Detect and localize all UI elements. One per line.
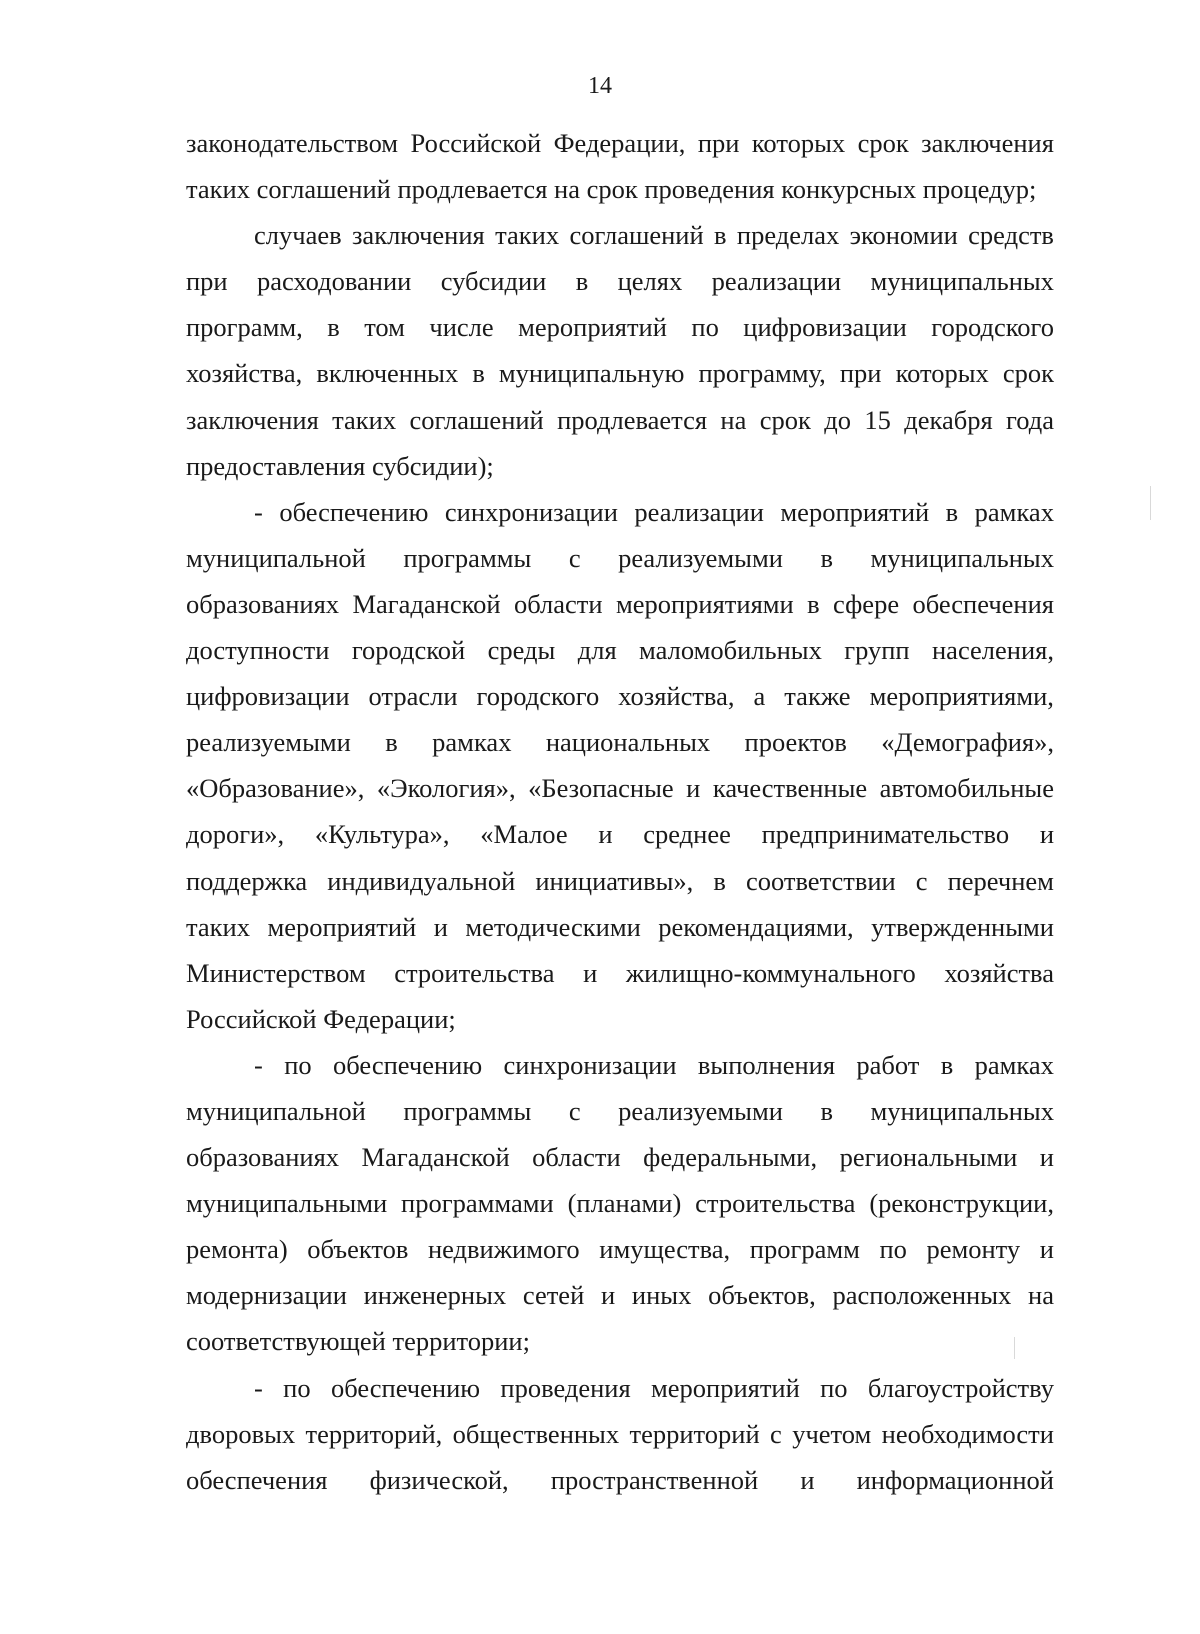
text-line: дороги», «Культура», «Малое и среднее предпринимательство и	[186, 819, 1054, 850]
text-line: таких мероприятий и методическими рекомендациями, утвержденными	[186, 911, 1054, 942]
text-line: предоставления субсидии);	[186, 450, 494, 481]
text-line: законодательством Российской Федерации, при которых срок заключения	[186, 128, 1054, 158]
text-line: ремонта) объектов недвижимого имущества, программ по ремонту и	[186, 1234, 1054, 1265]
text-line: дворовых территорий, общественных территорий с учетом необходимости	[186, 1418, 1054, 1449]
text-line: поддержка индивидуальной инициативы», в соответствии с перечнем	[186, 865, 1054, 896]
text-line: Министерством строительства и жилищно-коммунального хозяйства	[186, 957, 1054, 988]
text-line: заключения таких соглашений продлевается на срок до 15 декабря года	[186, 404, 1054, 435]
text-line: хозяйства, включенных в муниципальную программу, при которых срок	[186, 358, 1054, 389]
scan-mark	[1150, 486, 1151, 520]
text-line: - по обеспечению синхронизации выполнения работ в рамках	[254, 1049, 1054, 1080]
text-line: таких соглашений продлевается на срок проведения конкурсных процедур;	[186, 174, 1037, 205]
text-line: случаев заключения таких соглашений в пределах экономии средств	[254, 220, 1054, 251]
text-line: «Образование», «Экология», «Безопасные и качественные автомобильные	[186, 773, 1054, 804]
text-line: муниципальной программы с реализуемыми в муниципальных	[186, 1095, 1054, 1126]
text-line: соответствующей территории;	[186, 1326, 530, 1357]
text-line: образованиях Магаданской области мероприятиями в сфере обеспечения	[186, 588, 1054, 619]
text-line: цифровизации отрасли городского хозяйства, а также мероприятиями,	[186, 681, 1054, 712]
document-body	[186, 120, 1054, 1503]
text-line: модернизации инженерных сетей и иных объектов, расположенных на	[186, 1280, 1054, 1311]
text-line: муниципальными программами (планами) строительства (реконструкции,	[186, 1188, 1054, 1219]
text-line: образованиях Магаданской области федеральными, региональными и	[186, 1142, 1054, 1173]
text-line: - по обеспечению проведения мероприятий по благоустройству	[254, 1372, 1054, 1403]
scan-mark	[1014, 1337, 1015, 1359]
page-number: 14	[588, 73, 612, 99]
text-line: муниципальной программы с реализуемыми в муниципальных	[186, 542, 1054, 573]
text-line: реализуемыми в рамках национальных проектов «Демография»,	[186, 727, 1054, 758]
text-line: программ, в том числе мероприятий по цифровизации городского	[186, 312, 1054, 343]
text-line: при расходовании субсидии в целях реализации муниципальных	[186, 266, 1054, 297]
text-line: доступности городской среды для маломобильных групп населения,	[186, 635, 1054, 666]
text-line: обеспечения физической, пространственной и информационной	[186, 1464, 1054, 1495]
text-line: Российской Федерации;	[186, 1003, 456, 1034]
text-line: - обеспечению синхронизации реализации мероприятий в рамках	[254, 496, 1054, 527]
